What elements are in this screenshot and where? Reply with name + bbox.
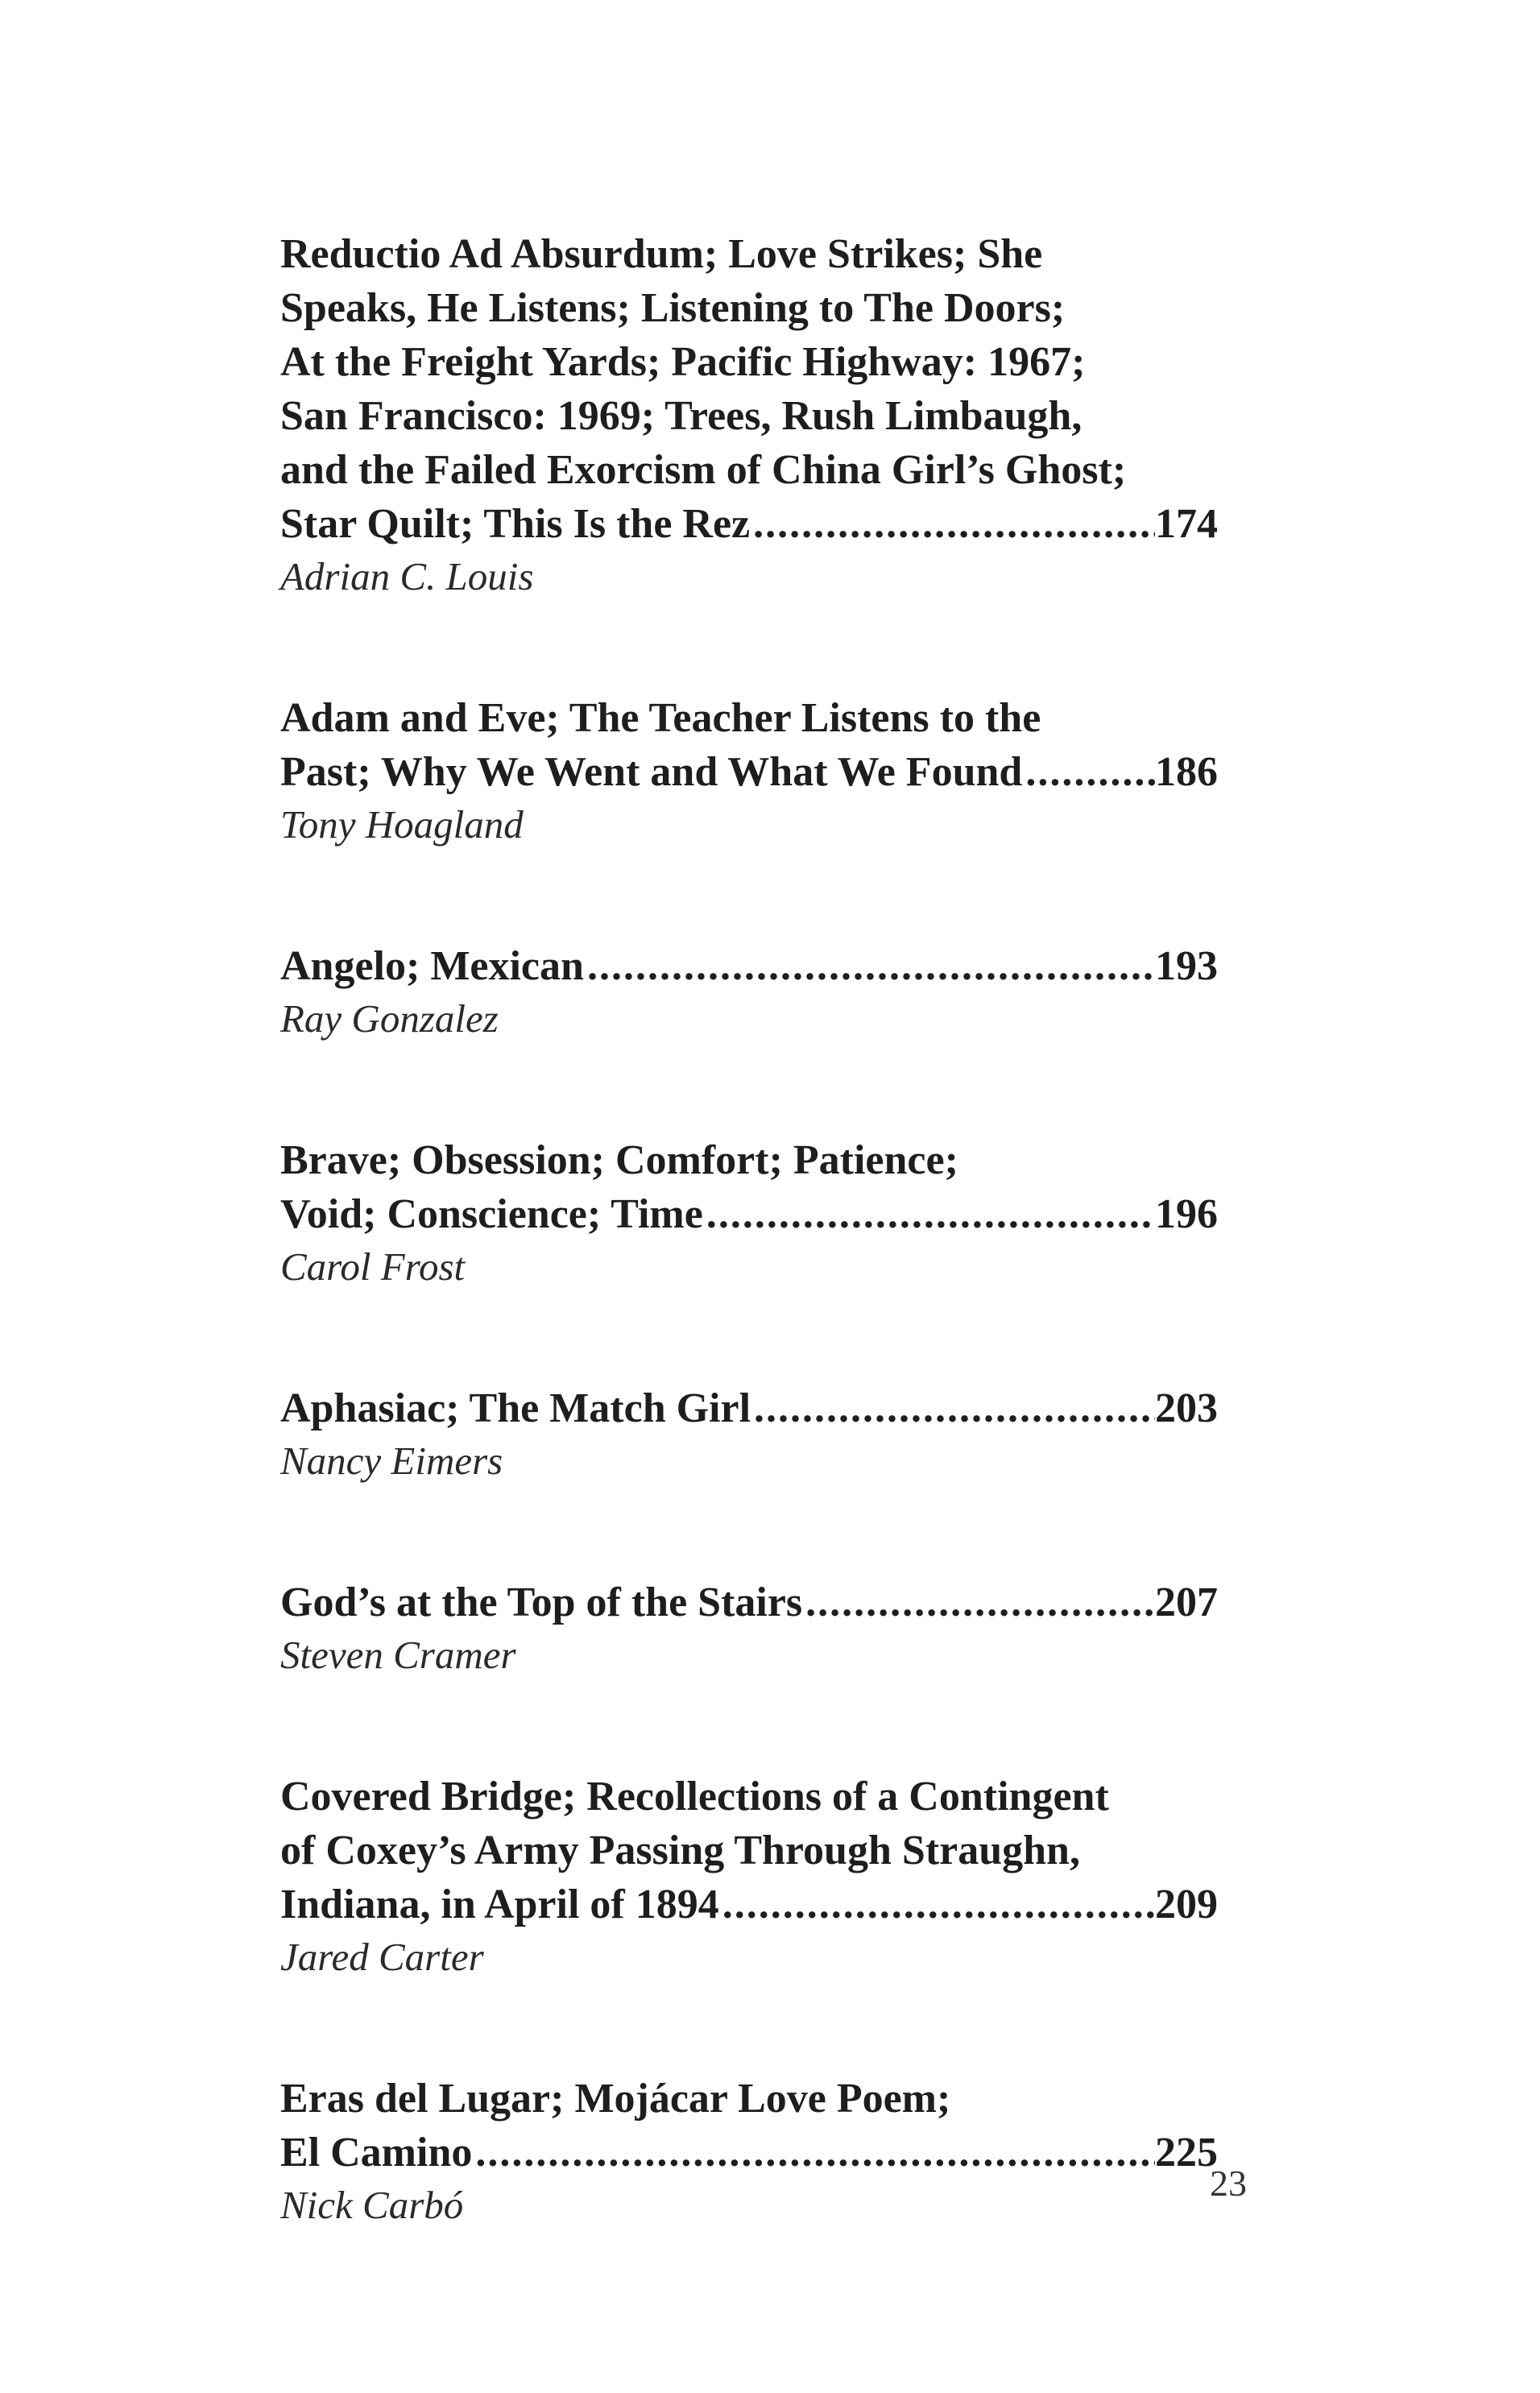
entry-title-line: and the Failed Exorcism of China Girl’s Ghost; bbox=[280, 447, 1127, 493]
table-of-contents bbox=[280, 227, 1218, 2320]
entry-author: Jared Carter bbox=[280, 1935, 484, 1979]
entry-title-line: At the Freight Yards; Pacific Highway: 1967; bbox=[280, 339, 1086, 385]
entry-title-line: Speaks, He Listens; Listening to The Doors; bbox=[280, 285, 1066, 331]
dot-leader bbox=[719, 1878, 1155, 1931]
entry-author: Carol Frost bbox=[280, 1244, 466, 1289]
entry-author: Nick Carbó bbox=[280, 2183, 464, 2227]
entry-title-line: Reductio Ad Absurdum; Love Strikes; She bbox=[280, 231, 1043, 277]
dot-leader bbox=[584, 939, 1155, 993]
dot-leader bbox=[751, 1381, 1155, 1435]
entry-author: Adrian C. Louis bbox=[280, 554, 534, 598]
entry-page-number: 203 bbox=[1155, 1385, 1218, 1431]
entry-page-number: 174 bbox=[1155, 501, 1218, 547]
entry-title-text: Past; Why We Went and What We Found bbox=[280, 749, 1023, 795]
toc-entry bbox=[280, 227, 1218, 602]
entry-title-line: Eras del Lugar; Mojácar Love Poem; bbox=[280, 2076, 951, 2122]
toc-entry bbox=[280, 1381, 1218, 1487]
entry-author: Nancy Eimers bbox=[280, 1439, 503, 1483]
entry-title-text: Void; Conscience; Time bbox=[280, 1191, 703, 1237]
dot-leader bbox=[802, 1575, 1155, 1629]
toc-entry bbox=[280, 939, 1218, 1045]
entry-author: Tony Hoagland bbox=[280, 802, 524, 847]
entry-title-text: El Camino bbox=[280, 2130, 473, 2176]
entry-title-line: Adam and Eve; The Teacher Listens to the bbox=[280, 695, 1041, 741]
entry-title-text: Angelo; Mexican bbox=[280, 943, 584, 989]
dot-leader bbox=[472, 2126, 1155, 2180]
entry-page-number: 196 bbox=[1155, 1191, 1218, 1237]
entry-title-text: Indiana, in April of 1894 bbox=[280, 1882, 719, 1927]
entry-author: Steven Cramer bbox=[280, 1633, 516, 1677]
entry-title-line: Brave; Obsession; Comfort; Patience; bbox=[280, 1137, 958, 1183]
entry-title-last-line bbox=[280, 2126, 1218, 2180]
toc-entry bbox=[280, 2072, 1218, 2231]
entry-page-number: 186 bbox=[1155, 749, 1218, 795]
entry-title-last-line bbox=[280, 745, 1218, 799]
page-number: 23 bbox=[1210, 2163, 1247, 2204]
entry-page-number: 207 bbox=[1155, 1579, 1218, 1625]
entry-title-last-line bbox=[280, 1878, 1218, 1931]
toc-entry bbox=[280, 1575, 1218, 1681]
entry-title-line: of Coxey’s Army Passing Through Straughn, bbox=[280, 1828, 1080, 1873]
entry-author: Ray Gonzalez bbox=[280, 996, 499, 1041]
dot-leader bbox=[703, 1187, 1155, 1241]
entry-page-number: 225 bbox=[1155, 2130, 1218, 2176]
toc-entry bbox=[280, 1133, 1218, 1293]
dot-leader bbox=[750, 497, 1155, 551]
toc-entry bbox=[280, 1770, 1218, 1983]
toc-entry bbox=[280, 691, 1218, 851]
entry-page-number: 209 bbox=[1155, 1882, 1218, 1927]
dot-leader bbox=[1022, 745, 1155, 799]
entry-title-text: God’s at the Top of the Stairs bbox=[280, 1579, 803, 1625]
entry-title-last-line bbox=[280, 1187, 1218, 1241]
entry-title-last-line bbox=[280, 939, 1218, 993]
entry-title-last-line bbox=[280, 497, 1218, 551]
entry-title-last-line bbox=[280, 1575, 1218, 1629]
entry-title-line: San Francisco: 1969; Trees, Rush Limbaugh, bbox=[280, 393, 1083, 439]
entry-title-text: Aphasiac; The Match Girl bbox=[280, 1385, 751, 1431]
entry-title-line: Covered Bridge; Recollections of a Contingent bbox=[280, 1774, 1109, 1820]
entry-page-number: 193 bbox=[1155, 943, 1218, 989]
entry-title-text: Star Quilt; This Is the Rez bbox=[280, 501, 751, 547]
entry-title-last-line bbox=[280, 1381, 1218, 1435]
